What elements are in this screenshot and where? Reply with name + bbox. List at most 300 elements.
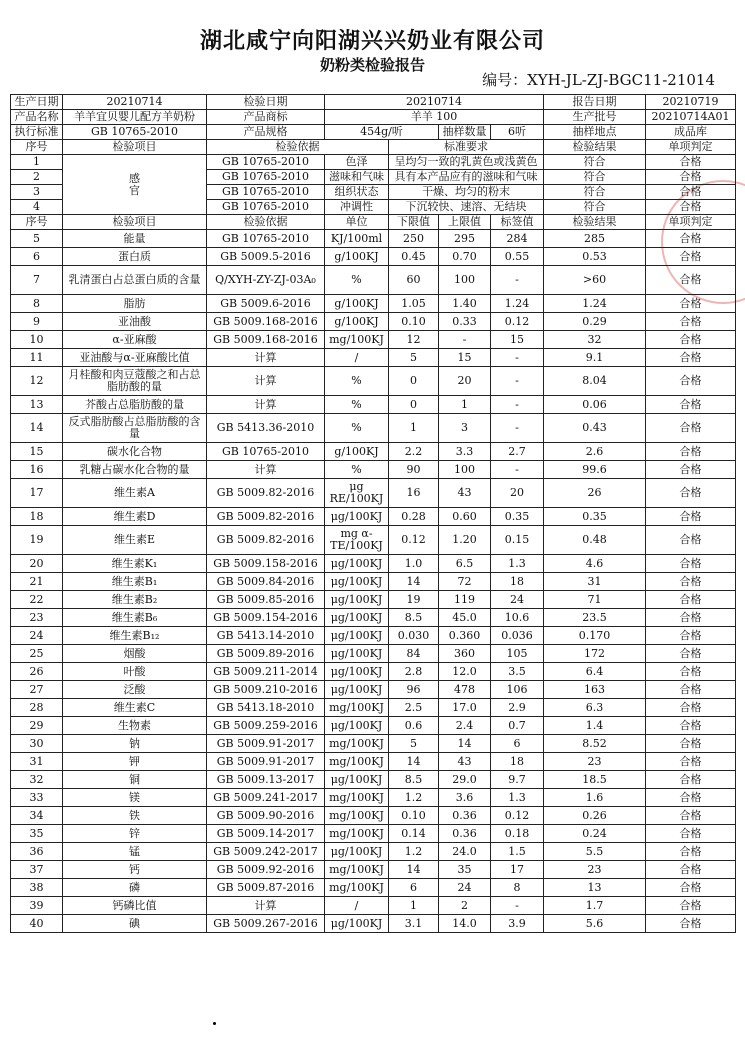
test-result: 5.5 [544,843,646,861]
unit: μg/100KJ [325,663,389,681]
lower-limit: 0.030 [389,627,439,645]
lower-limit: 0.10 [389,313,439,331]
upper-limit: 3 [439,414,491,443]
row-number: 7 [11,266,63,295]
label-value: 0.036 [491,627,544,645]
verdict: 合格 [646,861,736,879]
sensory-header-row [11,140,736,155]
test-item: 锰 [63,843,207,861]
test-result: 163 [544,681,646,699]
test-result: 23 [544,753,646,771]
test-item: 乳糖占碳水化合物的量 [63,461,207,479]
verdict: 合格 [646,170,736,185]
row-number: 4 [11,200,63,215]
test-basis: GB 5009.154-2016 [207,609,325,627]
test-basis: GB 5009.211-2014 [207,663,325,681]
info-label: 生产批号 [544,110,646,125]
label-value: 18 [491,753,544,771]
lower-limit: 0.28 [389,508,439,526]
verdict: 合格 [646,555,736,573]
verdict: 合格 [646,573,736,591]
table-body [11,95,736,933]
label-value: 17 [491,861,544,879]
verdict: 合格 [646,789,736,807]
test-item: 月桂酸和肉豆蔻酸之和占总脂肪酸的量 [63,367,207,396]
unit: mg/100KJ [325,735,389,753]
test-basis: GB 10765-2010 [207,155,325,170]
upper-limit: 0.60 [439,508,491,526]
row-number: 38 [11,879,63,897]
label-value: 2.9 [491,699,544,717]
info-label: 产品名称 [11,110,63,125]
test-result: 5.6 [544,915,646,933]
row-number: 34 [11,807,63,825]
verdict: 合格 [646,627,736,645]
info-value: 454g/听 [325,125,439,140]
upper-limit: 14 [439,735,491,753]
row-number: 28 [11,699,63,717]
table-row [11,789,736,807]
upper-limit: 119 [439,591,491,609]
upper-limit: 2 [439,897,491,915]
test-result: 1.7 [544,897,646,915]
upper-limit: 29.0 [439,771,491,789]
info-row [11,95,736,110]
table-row [11,591,736,609]
test-basis: GB 5009.84-2016 [207,573,325,591]
upper-limit: 0.33 [439,313,491,331]
label-value: - [491,396,544,414]
lower-limit: 1.05 [389,295,439,313]
info-value: 20210719 [646,95,736,110]
test-result: 0.48 [544,526,646,555]
lower-limit: 0.45 [389,248,439,266]
test-result: 1.6 [544,789,646,807]
verdict: 合格 [646,526,736,555]
table-row [11,555,736,573]
verdict: 合格 [646,349,736,367]
label-value: 0.15 [491,526,544,555]
info-label: 生产日期 [11,95,63,110]
test-item: 芥酸占总脂肪酸的量 [63,396,207,414]
main-header-row [11,215,736,230]
label-value: 0.18 [491,825,544,843]
lower-limit: 5 [389,349,439,367]
verdict: 合格 [646,753,736,771]
table-row [11,248,736,266]
label-value: - [491,414,544,443]
table-row [11,609,736,627]
upper-limit: 3.3 [439,443,491,461]
test-item: 锌 [63,825,207,843]
test-item: 泛酸 [63,681,207,699]
row-number: 32 [11,771,63,789]
label-value: 284 [491,230,544,248]
test-basis: GB 10765-2010 [207,443,325,461]
test-item: 能量 [63,230,207,248]
row-number: 31 [11,753,63,771]
table-row [11,897,736,915]
test-basis: GB 5009.267-2016 [207,915,325,933]
upper-limit: - [439,331,491,349]
standard-requirement: 具有本产品应有的滋味和气味 [389,170,544,185]
test-basis: 计算 [207,396,325,414]
verdict: 合格 [646,414,736,443]
row-number: 16 [11,461,63,479]
row-number: 15 [11,443,63,461]
verdict: 合格 [646,331,736,349]
test-result: 23 [544,861,646,879]
lower-limit: 16 [389,479,439,508]
test-result: 0.53 [544,248,646,266]
row-number: 18 [11,508,63,526]
test-basis: GB 10765-2010 [207,200,325,215]
upper-limit: 15 [439,349,491,367]
unit: mg α-TE/100KJ [325,526,389,555]
verdict: 合格 [646,825,736,843]
row-number: 3 [11,185,63,200]
test-item: 维生素E [63,526,207,555]
lower-limit: 8.5 [389,771,439,789]
upper-limit: 2.4 [439,717,491,735]
unit: mg/100KJ [325,331,389,349]
row-number: 17 [11,479,63,508]
test-result: 0.26 [544,807,646,825]
row-number: 19 [11,526,63,555]
report-table [10,94,736,933]
header-cell: 标签值 [491,215,544,230]
table-row [11,681,736,699]
label-value: 15 [491,331,544,349]
row-number: 10 [11,331,63,349]
upper-limit: 3.6 [439,789,491,807]
lower-limit: 0.14 [389,825,439,843]
verdict: 合格 [646,266,736,295]
upper-limit: 12.0 [439,663,491,681]
bullet-mark [213,1022,216,1025]
info-label: 报告日期 [544,95,646,110]
lower-limit: 1 [389,897,439,915]
test-result: 6.3 [544,699,646,717]
verdict: 合格 [646,508,736,526]
row-number: 36 [11,843,63,861]
test-item: 维生素D [63,508,207,526]
table-row [11,396,736,414]
table-row [11,753,736,771]
info-label: 抽样数量 [439,125,491,140]
test-result: 172 [544,645,646,663]
test-item: 反式脂肪酸占总脂肪酸的含量 [63,414,207,443]
unit: % [325,396,389,414]
table-row [11,807,736,825]
test-result: 0.24 [544,825,646,843]
info-row [11,125,736,140]
header-cell: 检验结果 [544,140,646,155]
lower-limit: 250 [389,230,439,248]
lower-limit: 0 [389,367,439,396]
test-result: 8.52 [544,735,646,753]
header-cell: 下限值 [389,215,439,230]
info-row [11,110,736,125]
table-row [11,645,736,663]
test-basis: 计算 [207,897,325,915]
label-value: - [491,897,544,915]
test-result: 0.06 [544,396,646,414]
verdict: 合格 [646,200,736,215]
row-number: 26 [11,663,63,681]
test-item: 镁 [63,789,207,807]
test-result: 符合 [544,200,646,215]
test-item: 叶酸 [63,663,207,681]
test-basis: GB 5009.91-2017 [207,735,325,753]
table-row [11,266,736,295]
row-number: 33 [11,789,63,807]
unit: % [325,266,389,295]
table-row [11,479,736,508]
test-item: 维生素A [63,479,207,508]
report-number: 编号：XYH-JL-ZJ-BGC11-21014 [482,71,715,89]
table-row [11,508,736,526]
test-item: 维生素C [63,699,207,717]
verdict: 合格 [646,155,736,170]
test-basis: GB 5009.158-2016 [207,555,325,573]
lower-limit: 0.6 [389,717,439,735]
unit: μg/100KJ [325,843,389,861]
table-row [11,230,736,248]
row-number: 2 [11,170,63,185]
test-result: 23.5 [544,609,646,627]
verdict: 合格 [646,771,736,789]
info-value: 20210714 [63,95,207,110]
test-basis: GB 5009.14-2017 [207,825,325,843]
upper-limit: 1.20 [439,526,491,555]
test-basis: GB 5009.13-2017 [207,771,325,789]
label-value: 24 [491,591,544,609]
label-value: 20 [491,479,544,508]
verdict: 合格 [646,591,736,609]
unit: μg/100KJ [325,645,389,663]
table-row [11,349,736,367]
info-value: 20210714 [325,95,544,110]
test-result: 符合 [544,155,646,170]
row-number: 20 [11,555,63,573]
test-result: 285 [544,230,646,248]
header-cell: 单位 [325,215,389,230]
lower-limit: 19 [389,591,439,609]
upper-limit: 0.360 [439,627,491,645]
lower-limit: 1.2 [389,789,439,807]
info-label: 检验日期 [207,95,325,110]
test-result: 9.1 [544,349,646,367]
header-cell: 序号 [11,215,63,230]
table-row [11,825,736,843]
info-value: GB 10765-2010 [63,125,207,140]
label-value: 0.55 [491,248,544,266]
unit: mg/100KJ [325,699,389,717]
row-number: 27 [11,681,63,699]
info-label: 抽样地点 [544,125,646,140]
verdict: 合格 [646,479,736,508]
unit: μg RE/100KJ [325,479,389,508]
test-basis: GB 10765-2010 [207,230,325,248]
test-basis: GB 5413.18-2010 [207,699,325,717]
test-basis: GB 5009.242-2017 [207,843,325,861]
sensory-item: 滋味和气味 [325,170,389,185]
label-value: 0.12 [491,313,544,331]
unit: μg/100KJ [325,681,389,699]
upper-limit: 1.40 [439,295,491,313]
test-basis: GB 5009.92-2016 [207,861,325,879]
upper-limit: 0.70 [439,248,491,266]
label-value: 1.24 [491,295,544,313]
label-value: - [491,367,544,396]
verdict: 合格 [646,807,736,825]
test-result: 符合 [544,170,646,185]
info-label: 产品商标 [207,110,325,125]
verdict: 合格 [646,843,736,861]
test-item: 碘 [63,915,207,933]
label-value: - [491,461,544,479]
table-row [11,526,736,555]
table-row [11,331,736,349]
lower-limit: 96 [389,681,439,699]
upper-limit: 360 [439,645,491,663]
test-item: 脂肪 [63,295,207,313]
upper-limit: 24 [439,879,491,897]
unit: μg/100KJ [325,627,389,645]
verdict: 合格 [646,609,736,627]
lower-limit: 12 [389,331,439,349]
test-item: 钙 [63,861,207,879]
lower-limit: 6 [389,879,439,897]
sensory-item: 色泽 [325,155,389,170]
test-basis: GB 10765-2010 [207,185,325,200]
test-item: 钾 [63,753,207,771]
verdict: 合格 [646,313,736,331]
verdict: 合格 [646,295,736,313]
verdict: 合格 [646,396,736,414]
company-name: 湖北咸宁向阳湖兴兴奶业有限公司 [199,28,545,54]
info-label: 产品规格 [207,125,325,140]
unit: μg/100KJ [325,915,389,933]
upper-limit: 100 [439,266,491,295]
unit: g/100KJ [325,248,389,266]
row-number: 29 [11,717,63,735]
row-number: 12 [11,367,63,396]
test-item: 乳清蛋白占总蛋白质的含量 [63,266,207,295]
label-value: 18 [491,573,544,591]
verdict: 合格 [646,248,736,266]
test-result: 4.6 [544,555,646,573]
standard-requirement: 下沉较快、速溶、无结块 [389,200,544,215]
row-number: 40 [11,915,63,933]
label-value: 1.3 [491,555,544,573]
test-item: 维生素K₁ [63,555,207,573]
test-result: 6.4 [544,663,646,681]
header-cell: 检验依据 [207,215,325,230]
unit: mg/100KJ [325,789,389,807]
sensory-row [11,155,736,170]
table-row [11,843,736,861]
standard-requirement: 干燥、均匀的粉末 [389,185,544,200]
unit: μg/100KJ [325,508,389,526]
row-number: 21 [11,573,63,591]
lower-limit: 0.10 [389,807,439,825]
upper-limit: 35 [439,861,491,879]
unit: % [325,367,389,396]
row-number: 11 [11,349,63,367]
verdict: 合格 [646,185,736,200]
test-basis: GB 5009.87-2016 [207,879,325,897]
info-value: 羊羊宜贝婴儿配方羊奶粉 [63,110,207,125]
label-value: 1.3 [491,789,544,807]
table-row [11,573,736,591]
test-basis: GB 5009.5-2016 [207,248,325,266]
test-basis: GB 5413.36-2010 [207,414,325,443]
unit: mg/100KJ [325,861,389,879]
info-label: 执行标准 [11,125,63,140]
unit: μg/100KJ [325,573,389,591]
test-basis: GB 10765-2010 [207,170,325,185]
test-result: 71 [544,591,646,609]
header-cell: 单项判定 [646,140,736,155]
test-basis: GB 5413.14-2010 [207,627,325,645]
report-table-wrapper [10,94,735,933]
table-row [11,461,736,479]
test-basis: GB 5009.82-2016 [207,479,325,508]
test-result: 99.6 [544,461,646,479]
upper-limit: 17.0 [439,699,491,717]
table-row [11,663,736,681]
unit: mg/100KJ [325,753,389,771]
test-result: 8.04 [544,367,646,396]
label-value: 0.12 [491,807,544,825]
lower-limit: 2.2 [389,443,439,461]
unit: g/100KJ [325,313,389,331]
label-value: 0.7 [491,717,544,735]
test-basis: GB 5009.82-2016 [207,508,325,526]
header-cell: 检验项目 [63,140,207,155]
upper-limit: 478 [439,681,491,699]
verdict: 合格 [646,879,736,897]
table-row [11,915,736,933]
test-basis: GB 5009.91-2017 [207,753,325,771]
row-number: 30 [11,735,63,753]
header-cell: 标准要求 [389,140,544,155]
table-row [11,313,736,331]
lower-limit: 1.0 [389,555,439,573]
test-basis: GB 5009.210-2016 [207,681,325,699]
test-basis: Q/XYH-ZY-ZJ-03A₀ [207,266,325,295]
standard-requirement: 呈均匀一致的乳黄色或浅黄色 [389,155,544,170]
unit: μg/100KJ [325,591,389,609]
sensory-item: 冲调性 [325,200,389,215]
row-number: 35 [11,825,63,843]
row-number: 23 [11,609,63,627]
unit: KJ/100ml [325,230,389,248]
row-number: 24 [11,627,63,645]
lower-limit: 2.8 [389,663,439,681]
row-number: 13 [11,396,63,414]
test-item: α-亚麻酸 [63,331,207,349]
table-row [11,443,736,461]
unit: / [325,349,389,367]
test-basis: 计算 [207,367,325,396]
test-basis: 计算 [207,461,325,479]
verdict: 合格 [646,461,736,479]
header-cell: 序号 [11,140,63,155]
lower-limit: 5 [389,735,439,753]
